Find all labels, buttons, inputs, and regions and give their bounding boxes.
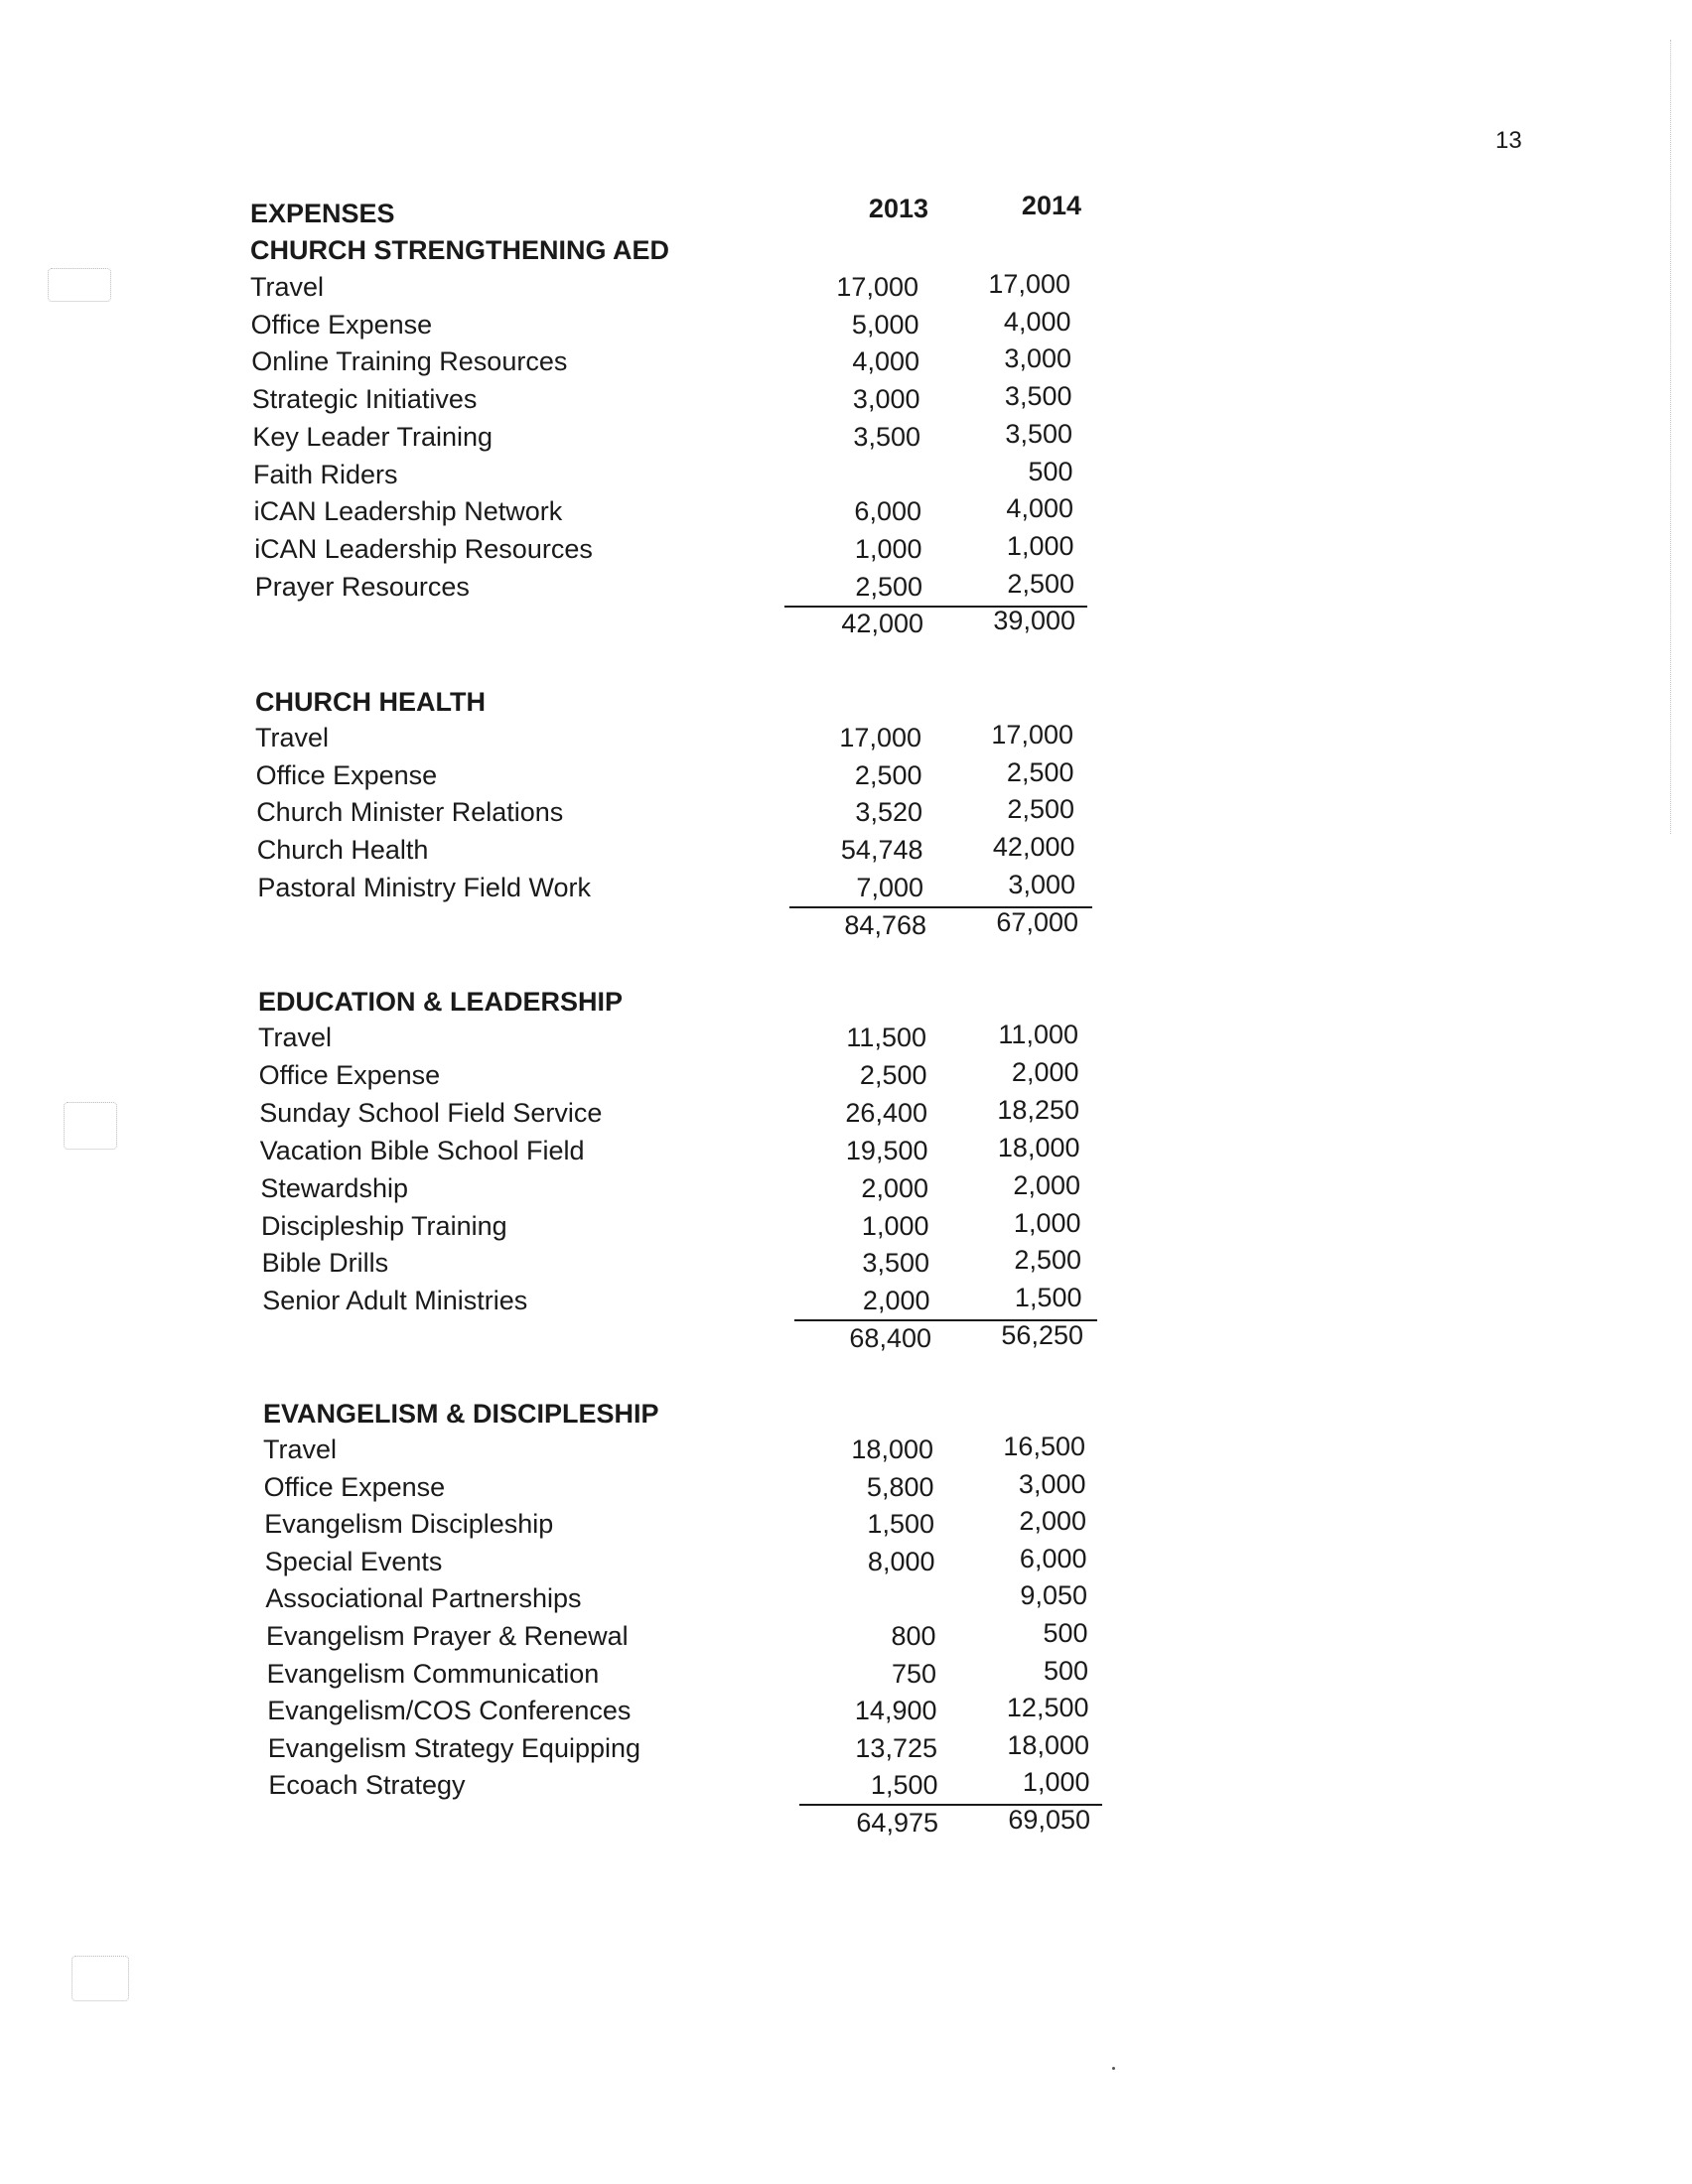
expense-label: Key Leader Training [252,421,494,452]
section-total-row [0,1805,1692,1845]
amount-2013: 18,000 [851,1434,933,1464]
amount-2013: 8,000 [867,1546,935,1576]
expense-label: Office Expense [255,759,438,790]
expense-label: Church Minister Relations [256,797,564,828]
amount-2013: 17,000 [836,272,918,302]
expense-label: Online Training Resources [251,346,568,377]
expense-label: Travel [255,723,330,752]
amount-2014: 2,000 [1013,1169,1080,1200]
amount-2014: 17,000 [988,269,1070,299]
punch-hole-mark [48,268,111,302]
expense-row [0,1132,1692,1173]
amount-2013: 5,000 [851,309,919,340]
expense-label: Travel [263,1434,338,1464]
expense-label: Stewardship [260,1172,408,1203]
total-2013: 42,000 [841,609,923,639]
expense-row [0,720,1692,760]
amount-2013: 750 [891,1658,936,1689]
amount-2014: 42,000 [992,832,1075,863]
expense-row [0,381,1692,422]
amount-2013: 11,500 [846,1023,926,1052]
document-heading: EXPENSES [250,199,395,228]
amount-2014: 2,500 [1006,756,1074,787]
amount-2014: 3,500 [1004,381,1072,412]
expense-label: Discipleship Training [261,1210,507,1241]
amount-2013: 3,500 [853,421,920,452]
amount-2013: 1,000 [854,533,922,564]
amount-2013: 2,500 [855,571,922,602]
amount-2014: 2,500 [1014,1245,1081,1276]
expense-label: iCAN Leadership Resources [254,533,593,564]
amount-2013: 2,000 [862,1286,930,1316]
section-total-row [0,1320,1692,1361]
expense-label: Bible Drills [261,1248,389,1279]
amount-2013: 26,400 [845,1097,927,1128]
page-number: 13 [1495,127,1522,154]
expense-row [0,1729,1692,1771]
expense-label: Evangelism Prayer & Renewal [266,1621,629,1651]
amount-2014: 500 [1028,456,1073,486]
amount-2013: 2,000 [861,1172,928,1203]
expense-row [0,1094,1692,1136]
expense-row [0,1618,1692,1659]
expense-label: Travel [258,1023,333,1052]
amount-2013: 1,500 [870,1770,938,1801]
expense-label: Faith Riders [253,459,398,489]
expense-label: Senior Adult Ministries [262,1286,528,1316]
section-title: CHURCH STRENGTHENING AED [250,235,670,265]
expense-row [0,1580,1692,1621]
expense-label: Vacation Bible School Field [259,1135,585,1165]
amount-2013: 4,000 [852,346,919,377]
amount-2013: 3,000 [852,384,920,415]
expense-label: Travel [250,272,325,302]
amount-2014: 12,500 [1006,1693,1089,1723]
punch-hole-mark [71,1956,129,2001]
expense-row [0,869,1692,910]
expense-row [0,456,1692,497]
expense-row [0,1169,1692,1211]
expense-row [0,1207,1692,1249]
amount-2014: 3,000 [1008,869,1075,899]
expense-row [0,269,1692,310]
year-header-2013: 2013 [868,194,928,223]
amount-2013: 6,000 [854,496,921,527]
amount-2014: 4,000 [1003,306,1071,337]
scan-edge-line [1670,40,1671,834]
expense-row [0,306,1692,347]
expense-row [0,1020,1692,1060]
expense-label: Evangelism Communication [266,1658,600,1689]
expense-label: Sunday School Field Service [259,1097,603,1128]
expense-row [0,756,1692,798]
amount-2013: 3,520 [855,797,922,828]
expense-label: Evangelism/COS Conferences [267,1696,632,1726]
amount-2013: 2,500 [859,1059,927,1090]
amount-2013: 13,725 [855,1732,937,1763]
expense-row [0,1543,1692,1584]
total-2013: 84,768 [844,909,926,940]
amount-2014: 1,000 [1013,1207,1081,1238]
amount-2014: 1,000 [1006,530,1074,561]
expense-row [0,1693,1692,1733]
amount-2014: 1,000 [1022,1767,1090,1798]
total-2013: 68,400 [849,1323,931,1354]
amount-2013: 2,500 [854,759,922,790]
amount-2013: 800 [891,1621,936,1651]
amount-2014: 500 [1043,1618,1088,1648]
punch-hole-mark [64,1102,117,1150]
expense-row [0,794,1692,835]
amount-2014: 2,500 [1007,568,1074,599]
amount-2014: 11,000 [998,1020,1078,1049]
expense-label: Church Health [256,835,429,866]
total-2014: 67,000 [996,906,1078,937]
total-2014: 56,250 [1001,1320,1083,1351]
expense-row [0,343,1692,384]
expense-label: Evangelism Discipleship [264,1509,554,1540]
amount-2014: 3,000 [1018,1468,1086,1499]
amount-2014: 3,500 [1005,418,1072,449]
expense-row [0,1434,1692,1472]
expense-row [0,418,1692,460]
amount-2014: 18,250 [997,1094,1079,1125]
amount-2014: 18,000 [997,1132,1080,1162]
amount-2014: 18,000 [1007,1729,1089,1760]
amount-2014: 2,500 [1007,794,1074,825]
total-2014: 69,050 [1008,1805,1090,1835]
expense-row [0,832,1692,873]
expense-row [0,493,1692,534]
amount-2014: 1,500 [1014,1283,1082,1313]
amount-2014: 4,000 [1006,493,1073,524]
amount-2014: 16,500 [1003,1432,1085,1461]
expense-label: Office Expense [250,309,433,340]
amount-2013: 54,748 [840,835,923,866]
expense-label: Strategic Initiatives [251,384,478,415]
expense-label: Office Expense [263,1471,446,1502]
expense-row [0,530,1692,572]
amount-2013: 5,800 [866,1471,934,1502]
expense-label: iCAN Leadership Network [253,496,563,527]
expense-label: Associational Partnerships [265,1583,582,1614]
expense-row [0,1506,1692,1547]
expense-row [0,1767,1692,1808]
expense-label: Ecoach Strategy [268,1770,466,1801]
total-2014: 39,000 [993,606,1075,636]
expense-label: Special Events [264,1546,443,1576]
expense-label: Office Expense [258,1059,441,1090]
amount-2014: 500 [1043,1655,1088,1686]
amount-2013: 7,000 [856,872,923,902]
expense-row [0,1283,1692,1323]
amount-2014: 2,000 [1011,1056,1079,1087]
expense-label: Prayer Resources [254,571,470,602]
expense-row [0,1056,1692,1098]
section-total-row [0,606,1692,646]
section-title: EDUCATION & LEADERSHIP [258,987,624,1017]
scan-speck [1112,2067,1115,2070]
section-title: CHURCH HEALTH [255,687,486,717]
section-total-row [0,906,1692,948]
amount-2013: 17,000 [839,723,921,752]
amount-2014: 2,000 [1019,1506,1086,1537]
amount-2013: 3,500 [862,1248,929,1279]
amount-2013: 1,000 [861,1210,929,1241]
expense-row [0,1245,1692,1286]
amount-2013: 19,500 [845,1135,928,1165]
expense-label: Pastoral Ministry Field Work [257,872,591,902]
amount-2014: 6,000 [1019,1543,1087,1573]
expense-row [0,1468,1692,1510]
expense-row [0,568,1692,610]
amount-2014: 17,000 [991,720,1073,750]
year-header-2014: 2014 [1021,191,1081,220]
amount-2014: 3,000 [1004,343,1071,374]
section-title: EVANGELISM & DISCIPLESHIP [263,1399,659,1429]
amount-2013: 14,900 [854,1696,937,1726]
total-2013: 64,975 [856,1808,938,1838]
expense-label: Evangelism Strategy Equipping [267,1732,641,1763]
amount-2014: 9,050 [1020,1580,1087,1611]
expense-row [0,1655,1692,1697]
amount-2013: 1,500 [867,1509,934,1540]
